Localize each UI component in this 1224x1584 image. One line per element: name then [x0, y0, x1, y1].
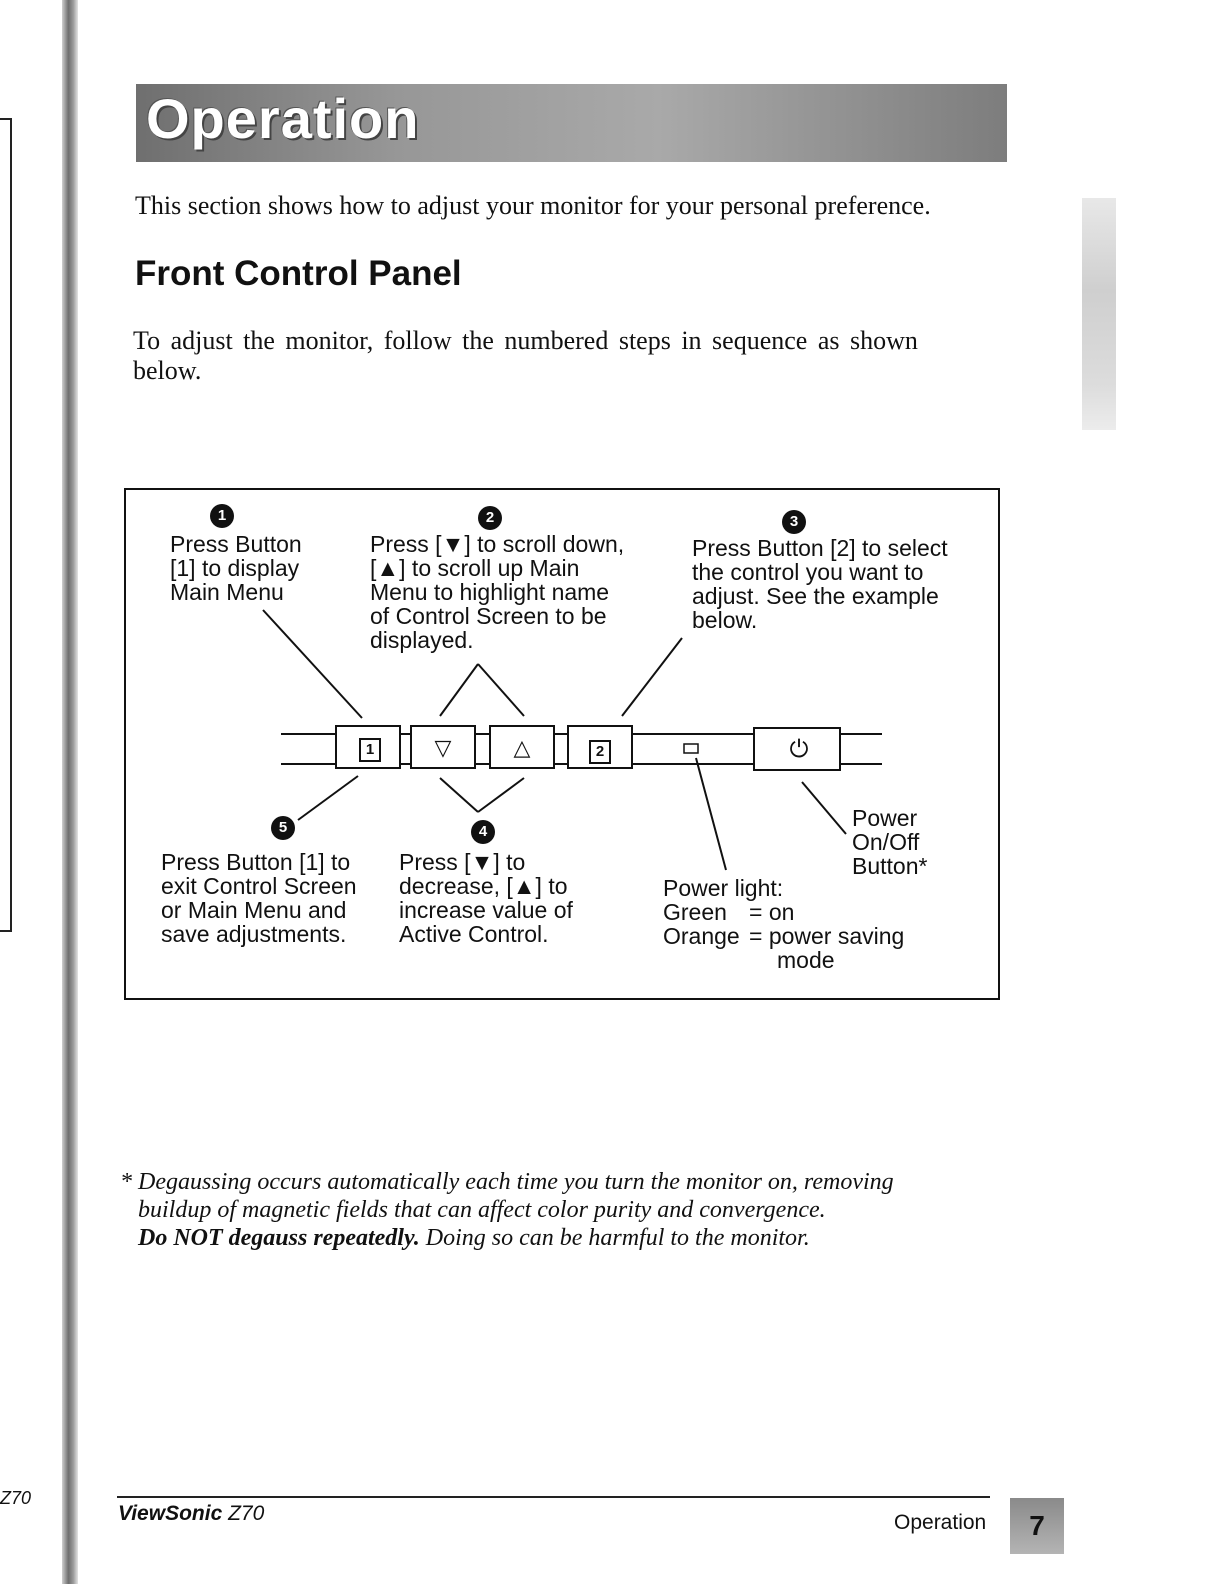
front-control-panel-diagram: [124, 488, 1000, 1000]
degauss-footnote: * Degaussing occurs automatically each time you turn the monitor on, removing buildup of magnetic fields that can affect color purity and convergence. Do NOT degauss repeatedly. Doing so can be harmful to the monitor.: [120, 1169, 894, 1251]
power-button-caption: Power On/Off Button*: [852, 805, 928, 879]
footer-section-name: Operation: [894, 1511, 987, 1534]
step-2-badge: 2: [478, 506, 502, 530]
power-icon[interactable]: ⏻: [789, 736, 809, 763]
leader-step-4-down: [440, 778, 478, 812]
leader-step-3: [622, 638, 682, 716]
page-title: Operation: [146, 87, 420, 150]
instructions-paragraph: To adjust the monitor, follow the numbered steps in sequence as shown below.: [133, 326, 918, 385]
left-edge-tab: [0, 118, 12, 932]
leader-power-light: [696, 758, 726, 870]
step-5-text: Press Button [1] to exit Control Screen or Main Menu and save adjustments.: [161, 849, 357, 947]
side-model-label: Z70: [0, 1488, 32, 1508]
power-light-indicator: [684, 744, 698, 753]
page-binding-shadow: [62, 0, 78, 1584]
step-3-text: Press Button [2] to select the control you want to adjust. See the example below.: [692, 535, 948, 633]
page-number: 7: [1029, 1510, 1045, 1541]
step-5-badge: 5: [271, 816, 295, 840]
footer-rule: [117, 1496, 990, 1498]
step-4-badge: 4: [471, 820, 495, 844]
leader-step-2-up: [478, 664, 524, 716]
button-1-label[interactable]: 1: [352, 734, 388, 762]
leader-step-1: [263, 610, 362, 718]
step-1-text: Press Button [1] to display Main Menu: [170, 531, 302, 605]
button-2-label[interactable]: 2: [582, 734, 618, 762]
leader-step-2-down: [440, 664, 478, 716]
step-4-text: Press [▼] to decrease, [▲] to increase value of Active Control.: [399, 849, 573, 947]
leader-power-button: [802, 782, 846, 834]
right-edge-strip: [1082, 198, 1116, 430]
up-arrow-button-label[interactable]: △: [513, 735, 531, 760]
leader-step-4-up: [478, 778, 524, 812]
down-arrow-button-label[interactable]: ▽: [434, 735, 452, 760]
intro-paragraph: This section shows how to adjust your monitor for your personal preference.: [135, 191, 931, 220]
step-2-text: Press [▼] to scroll down, [▲] to scroll up Main Menu to highlight name of Control Screen to be displayed.: [370, 531, 625, 653]
page-number-tab: [1010, 1498, 1064, 1554]
footer-brand: ViewSonic Z70: [118, 1502, 265, 1525]
step-3-badge: 3: [782, 510, 806, 534]
section-heading: Front Control Panel: [135, 254, 462, 293]
power-light-caption: Power light: Green = on Orange = power saving mode: [663, 875, 905, 973]
section-banner: [136, 84, 1007, 162]
leader-step-5: [298, 776, 358, 820]
step-1-badge: 1: [210, 504, 234, 528]
